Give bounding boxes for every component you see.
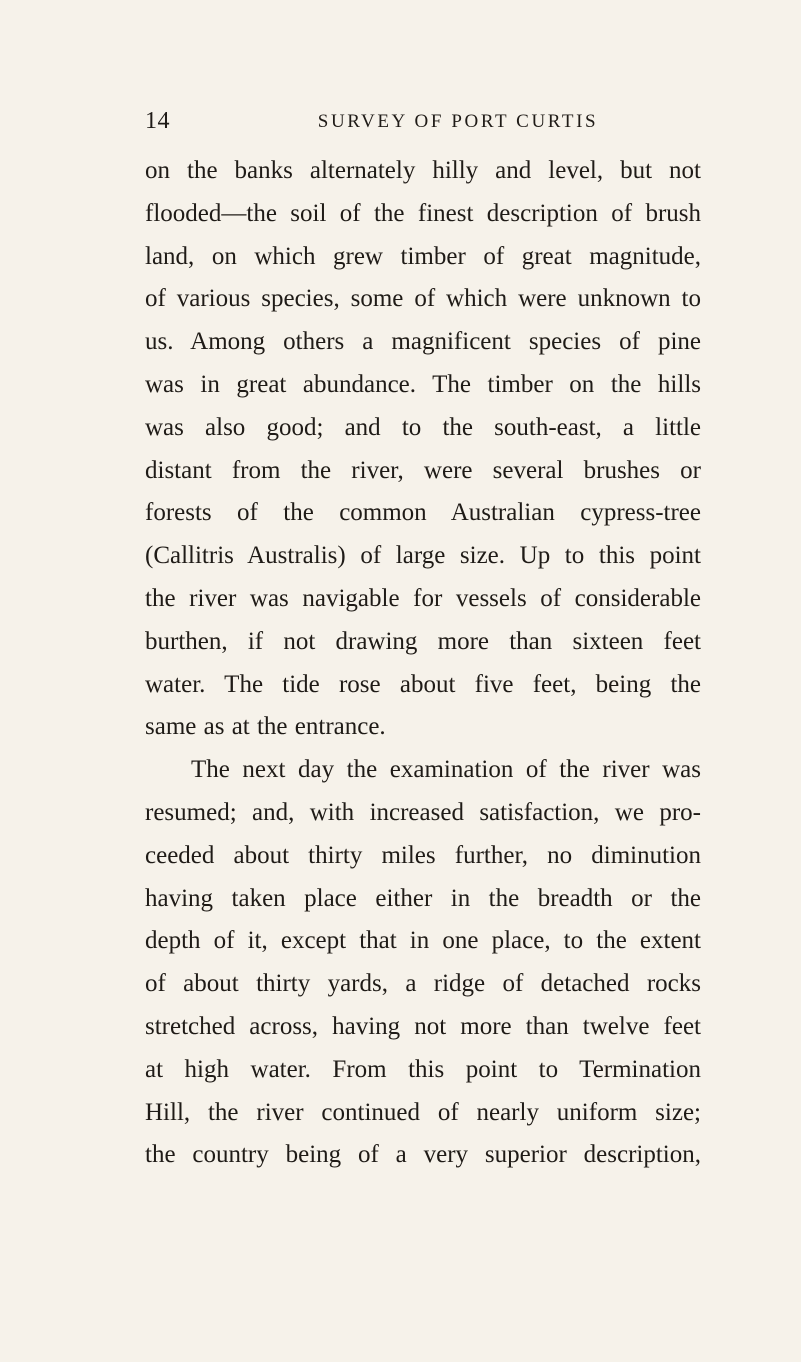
text-line: depth of it, except that in one place, to the extent <box>145 927 701 955</box>
text-line: resumed; and, with increased satisfaction, we pro- <box>145 798 701 826</box>
body-text <box>145 150 701 1177</box>
text-line: stretched across, having not more than twelve feet <box>145 1012 701 1040</box>
page-number: 14 <box>145 108 170 134</box>
text-line: water. The tide rose about five feet, being the <box>145 670 701 698</box>
text-line: was in great abundance. The timber on the hills <box>145 370 701 398</box>
text-line: burthen, if not drawing more than sixteen feet <box>145 627 701 655</box>
text-line: ceeded about thirty miles further, no diminution <box>145 841 701 869</box>
running-title: SURVEY OF PORT CURTIS <box>317 111 599 132</box>
text-line: of about thirty yards, a ridge of detached rocks <box>145 970 701 998</box>
text-line: on the banks alternately hilly and level, but not <box>145 157 701 184</box>
text-line: of various species, some of which were unknown to <box>145 285 701 313</box>
text-line: distant from the river, were several brushes or <box>145 456 701 484</box>
text-line: Hill, the river continued of nearly uniform size; <box>145 1098 701 1126</box>
text-line: flooded—the soil of the finest description of brush <box>145 199 701 227</box>
text-line: us. Among others a magnificent species of pine <box>145 328 701 356</box>
text-line: having taken place either in the breadth or the <box>145 884 701 912</box>
text-line: the river was navigable for vessels of considerable <box>145 584 701 612</box>
text-line: the country being of a very superior description, <box>145 1141 701 1169</box>
running-head <box>145 104 701 138</box>
text-line: The next day the examination of the river was <box>191 756 701 784</box>
paragraph-2 <box>145 749 701 1177</box>
text-line: same as at the entrance. <box>145 713 386 741</box>
text-line: (Callitris Australis) of large size. Up to this point <box>145 542 701 570</box>
text-line: land, on which grew timber of great magnitude, <box>145 242 701 270</box>
paragraph-1 <box>145 150 701 749</box>
text-line: was also good; and to the south-east, a little <box>145 413 701 441</box>
text-line: forests of the common Australian cypress-tree <box>145 499 701 527</box>
text-line: at high water. From this point to Termination <box>145 1055 701 1083</box>
